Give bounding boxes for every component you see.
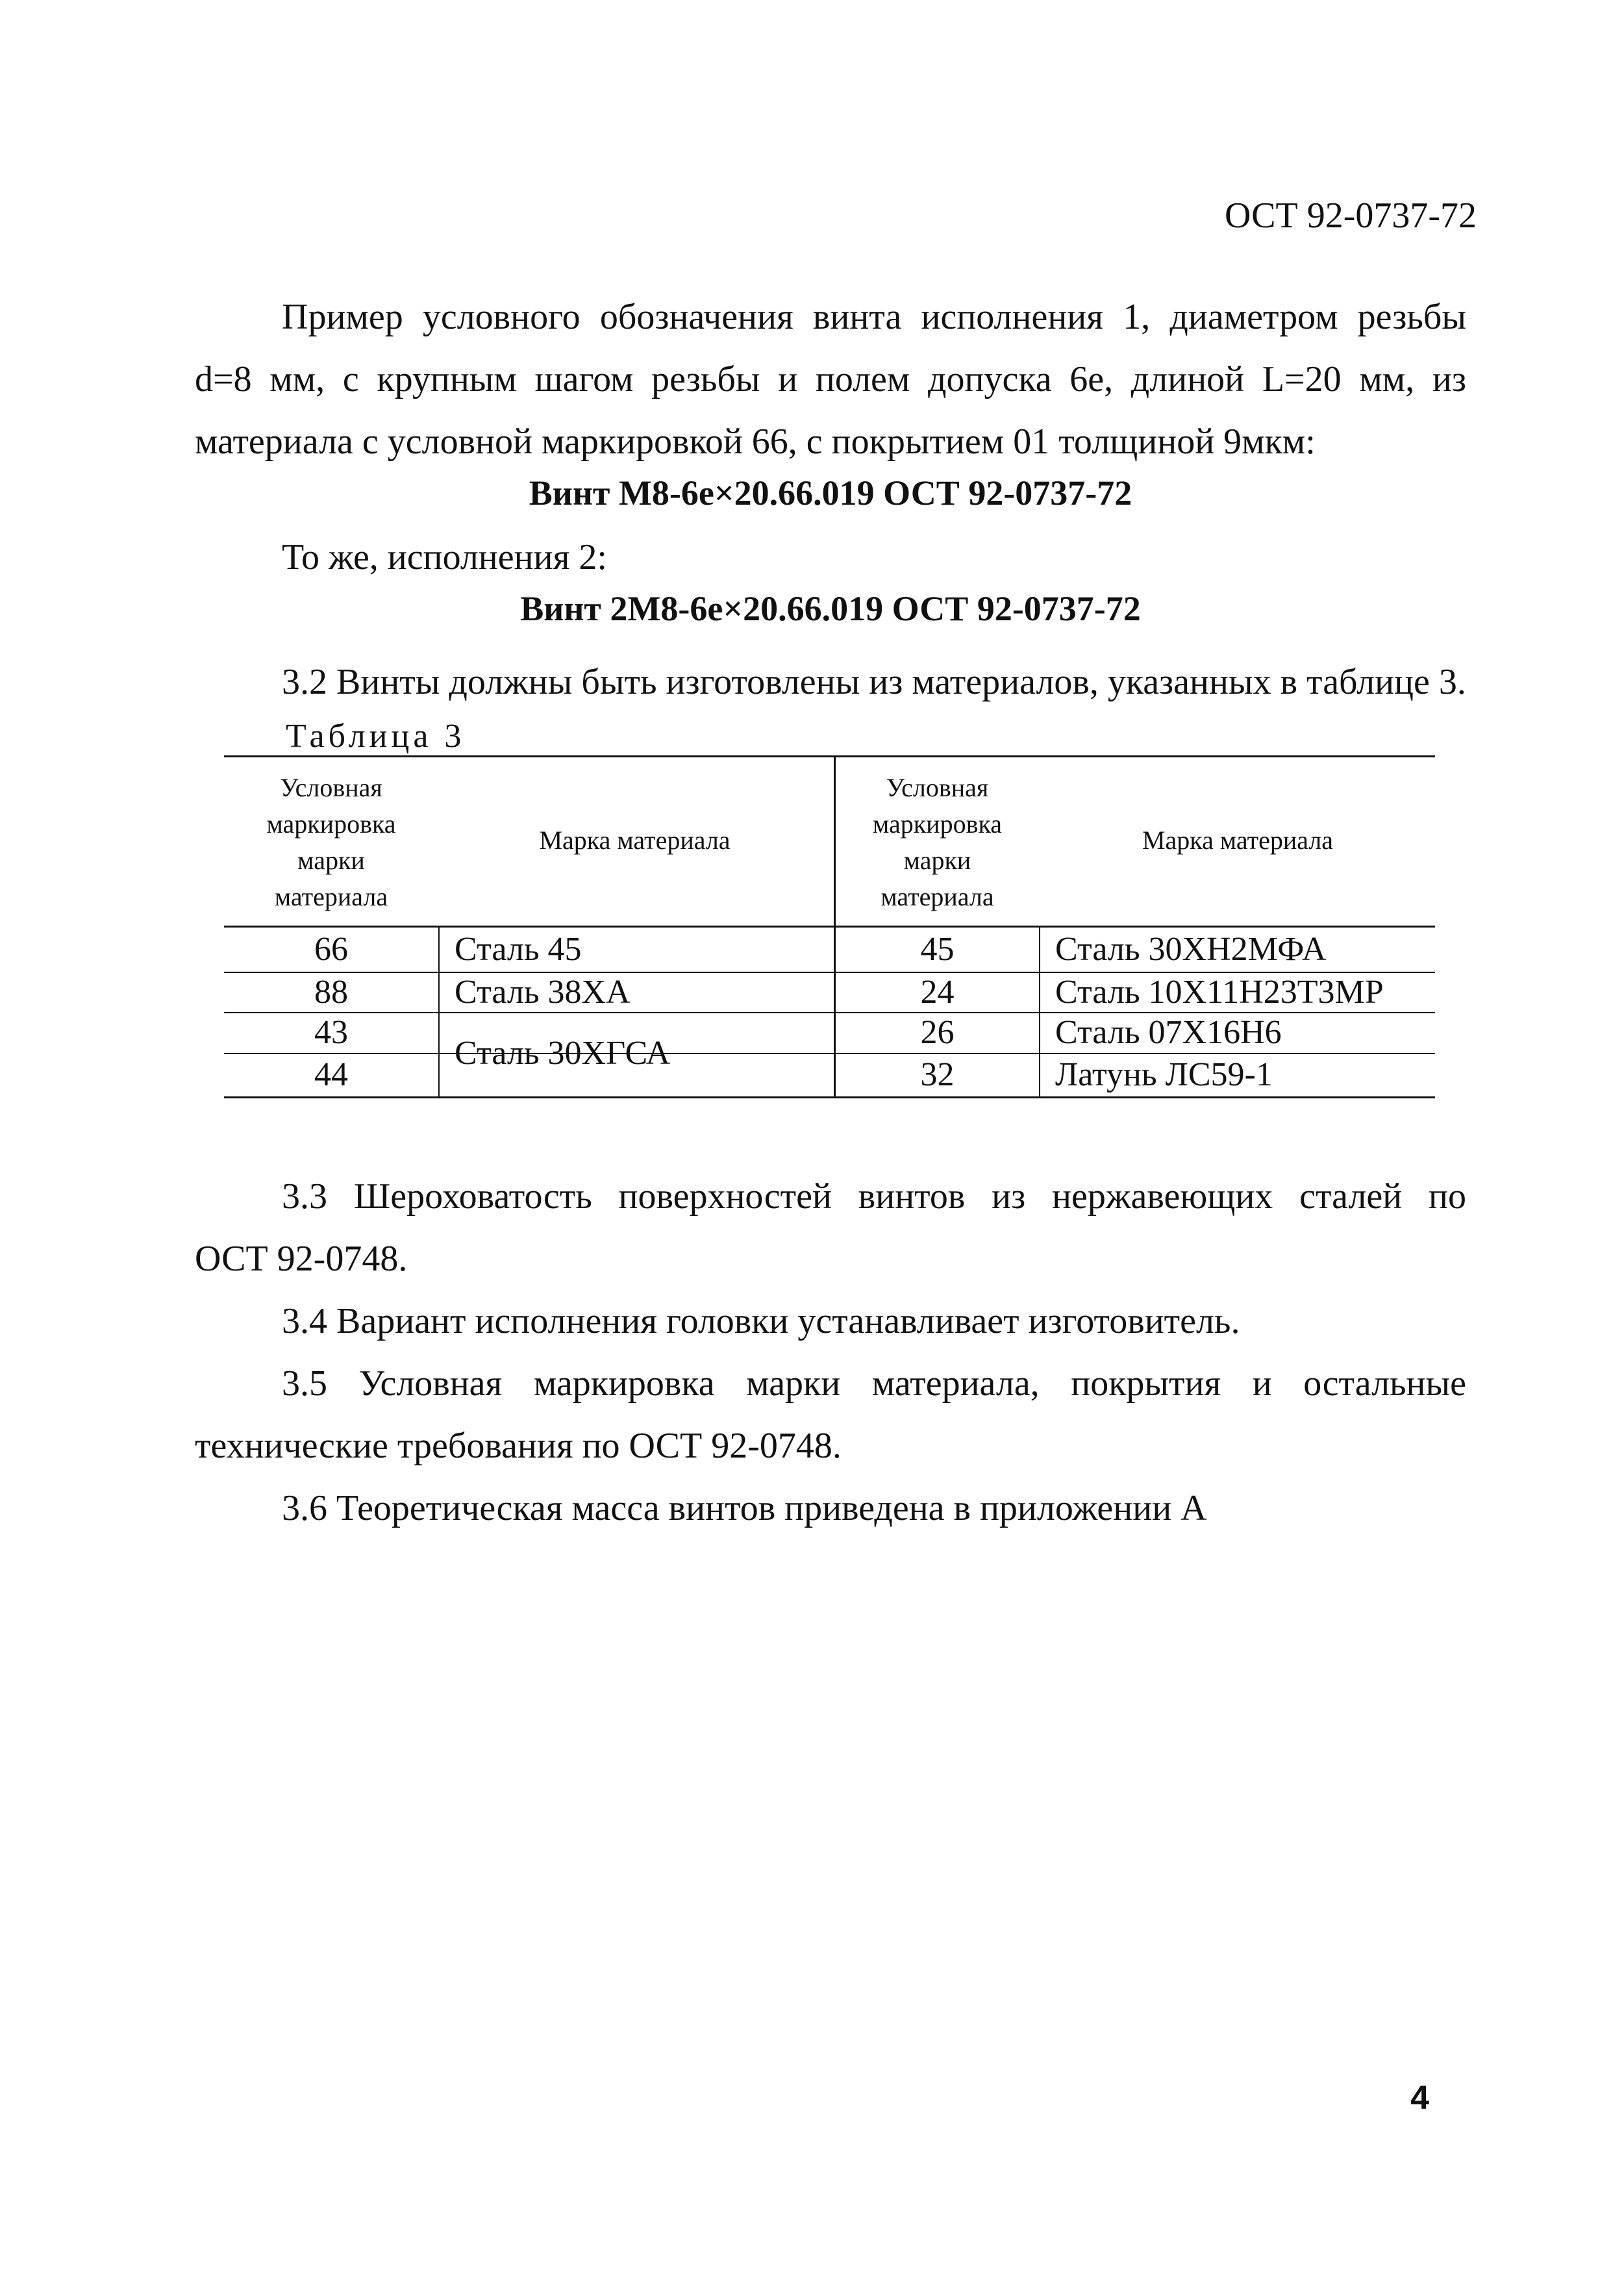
designation-2: Винт 2М8-6е×20.66.019 ОСТ 92-0737-72 <box>520 589 1141 628</box>
table-cell-code: 43 <box>314 1014 348 1051</box>
table-cell-code: 45 <box>920 931 955 968</box>
clause-3-5-line-2: технические требования по ОСТ 92-0748. <box>195 1426 842 1466</box>
header-material-left: Марка материала <box>539 826 731 855</box>
table-cell-material: Сталь 30ХН2МФА <box>1055 931 1327 968</box>
document-number: ОСТ 92-0737-72 <box>1225 196 1477 236</box>
same-execution-2: То же, исполнения 2: <box>282 537 607 577</box>
intro-line-3: материала с условной маркировкой 66, с покрытием 01 толщиной 9мкм: <box>195 422 1316 462</box>
table-cell-code: 32 <box>920 1056 955 1093</box>
clause-3-5-line-1: 3.5 Условная маркировка марки материала, покрытия и остальные <box>282 1363 1466 1404</box>
clause-3-4: 3.4 Вариант исполнения головки устанавливает изготовитель. <box>282 1301 1240 1341</box>
table-cell-material: Сталь 10Х11Н23Т3МР <box>1055 974 1384 1011</box>
header-material-right: Марка материала <box>1142 826 1334 855</box>
header-code-right: Условная маркировка марки материала <box>872 773 1003 911</box>
clause-3-3-line-2: ОСТ 92-0748. <box>195 1239 408 1279</box>
intro-line-1: Пример условного обозначения винта исполнения 1, диаметром резьбы <box>282 297 1466 337</box>
table-cell-code: 24 <box>920 974 955 1011</box>
table-cell-code: 66 <box>314 931 348 968</box>
header-code-left: Условная маркировка марки материала <box>266 773 396 911</box>
clause-3-6: 3.6 Теоретическая масса винтов приведена в приложении А <box>282 1488 1207 1528</box>
table-cell-material: Сталь 45 <box>455 931 582 968</box>
table-cell-code: 88 <box>314 974 348 1011</box>
table-cell-code: 44 <box>314 1056 348 1093</box>
intro-line-2: d=8 мм, с крупным шагом резьбы и полем допуска 6e, длиной L=20 мм, из <box>195 359 1466 399</box>
table-cell-code: 26 <box>920 1014 955 1051</box>
table-cell-material: Сталь 07Х16Н6 <box>1055 1014 1282 1051</box>
clause-3-2: 3.2 Винты должны быть изготовлены из материалов, указанных в таблице 3. <box>282 662 1466 702</box>
clause-3-3-line-1: 3.3 Шероховатость поверхностей винтов из нержавеющих сталей по <box>282 1176 1466 1217</box>
table-cell-material: Сталь 38ХА <box>455 974 631 1011</box>
table-cell-material: Латунь ЛС59-1 <box>1055 1056 1273 1093</box>
table-caption: Таблица 3 <box>286 718 466 755</box>
table-cell-material-merged: Сталь 30ХГСА <box>455 1035 671 1072</box>
page-number: 4 <box>1410 2079 1429 2117</box>
designation-1: Винт М8-6е×20.66.019 ОСТ 92-0737-72 <box>529 474 1132 512</box>
